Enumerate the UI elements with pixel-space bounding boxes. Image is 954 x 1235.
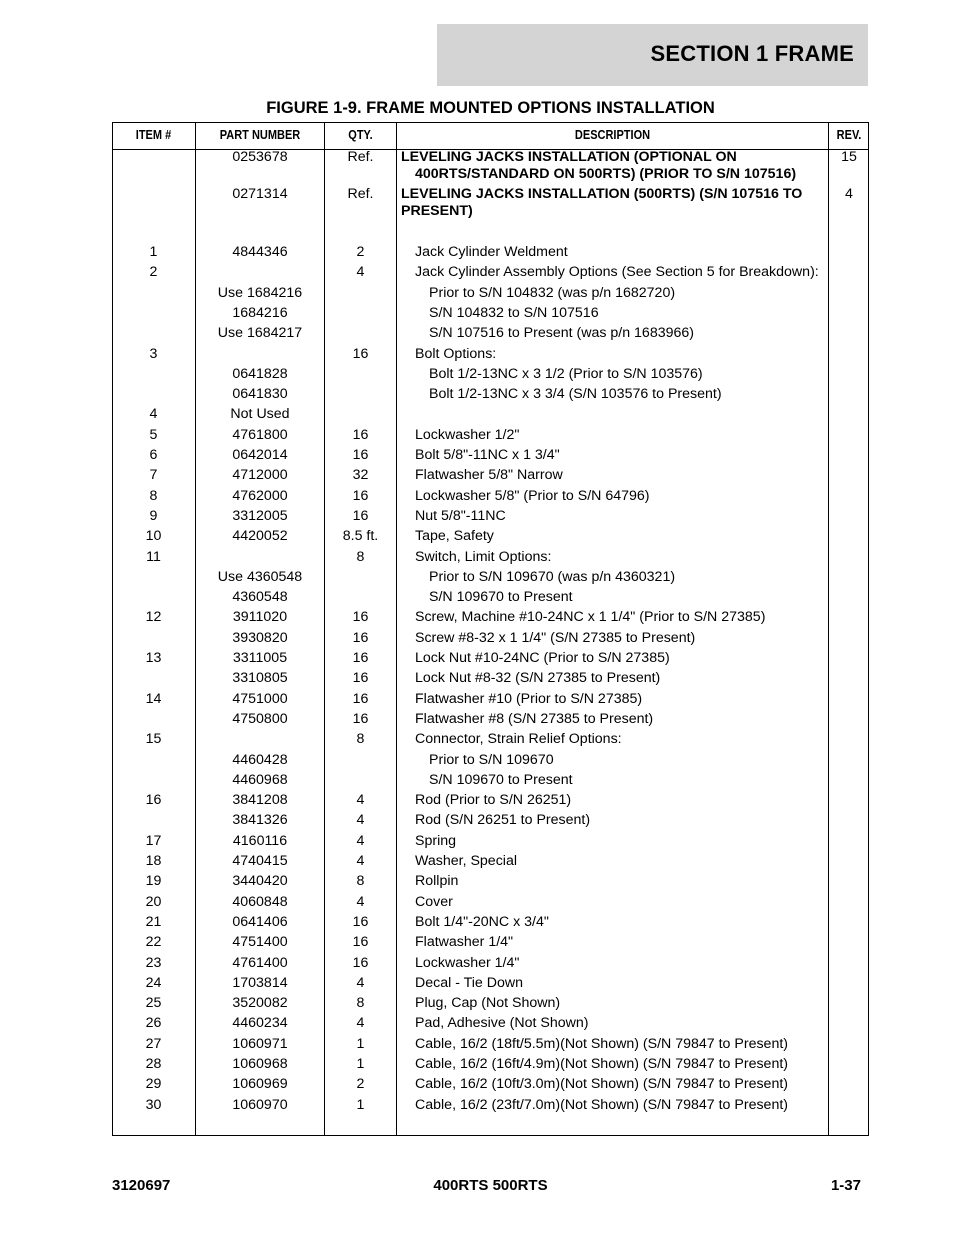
part-number: 4060848 xyxy=(232,894,288,910)
part-number: 3930820 xyxy=(232,630,288,646)
item-number: 12 xyxy=(145,609,162,625)
part-number: 4844346 xyxy=(232,244,288,260)
part-number: Use 1684216 xyxy=(217,285,303,301)
description: Connector, Strain Relief Options: xyxy=(415,731,622,747)
part-number: 0641406 xyxy=(232,914,288,930)
part-number: 4751000 xyxy=(232,691,288,707)
column-header-qty: QTY. xyxy=(348,128,373,142)
description: Lockwasher 5/8" (Prior to S/N 64796) xyxy=(415,488,650,504)
footer-model: 400RTS 500RTS xyxy=(433,1177,548,1194)
part-number: 3311005 xyxy=(232,650,288,666)
quantity: 4 xyxy=(356,812,365,828)
item-number: 1 xyxy=(149,244,158,260)
quantity: 8 xyxy=(356,731,365,747)
quantity: 16 xyxy=(352,691,369,707)
item-number: 18 xyxy=(145,853,162,869)
description: Flatwasher 1/4" xyxy=(415,934,514,950)
part-number: Use 1684217 xyxy=(217,325,303,341)
column-divider xyxy=(828,122,829,1136)
quantity: 8 xyxy=(356,995,365,1011)
item-number: 8 xyxy=(149,488,158,504)
item-number: 30 xyxy=(145,1097,162,1113)
item-number: 29 xyxy=(145,1076,162,1092)
revision: 4 xyxy=(845,186,853,202)
description: Prior to S/N 104832 (was p/n 1682720) xyxy=(429,285,676,301)
item-number: 5 xyxy=(149,427,158,443)
quantity: 4 xyxy=(356,264,365,280)
description: Lockwasher 1/2" xyxy=(415,427,520,443)
part-number: 3841326 xyxy=(232,812,288,828)
part-number: 4761400 xyxy=(232,955,288,971)
description-line: PRESENT) xyxy=(401,203,473,219)
item-number: 25 xyxy=(145,995,162,1011)
part-number: Use 4360548 xyxy=(217,569,303,585)
description: Decal - Tie Down xyxy=(415,975,524,991)
footer-page-number: 1-37 xyxy=(830,1177,861,1194)
part-number: 4460968 xyxy=(232,772,288,788)
description: Washer, Special xyxy=(415,853,517,869)
description: Bolt 1/2-13NC x 3 1/2 (Prior to S/N 103576) xyxy=(429,366,703,382)
description: S/N 109670 to Present xyxy=(429,589,573,605)
part-number: 3911020 xyxy=(232,609,288,625)
part-number: 4761800 xyxy=(232,427,288,443)
part-number: 3520082 xyxy=(232,995,288,1011)
description: Nut 5/8"-11NC xyxy=(415,508,506,524)
reference-description xyxy=(401,186,821,220)
description: Spring xyxy=(415,833,457,849)
part-number: 4360548 xyxy=(232,589,288,605)
description: Lockwasher 1/4" xyxy=(415,955,520,971)
part-number: 0253678 xyxy=(232,149,288,165)
description: S/N 109670 to Present xyxy=(429,772,573,788)
column-header-item: ITEM # xyxy=(135,128,172,142)
item-number: 4 xyxy=(149,406,158,422)
item-number: 7 xyxy=(149,467,158,483)
description: Bolt 5/8"-11NC x 1 3/4" xyxy=(415,447,560,463)
quantity: Ref. xyxy=(347,149,374,165)
part-number: 4751400 xyxy=(232,934,288,950)
item-number: 11 xyxy=(146,549,161,565)
quantity: 16 xyxy=(352,914,369,930)
quantity: Ref. xyxy=(347,186,374,202)
quantity: 16 xyxy=(352,650,369,666)
description: Jack Cylinder Weldment xyxy=(415,244,568,260)
description-line: LEVELING JACKS INSTALLATION (OPTIONAL ON xyxy=(401,149,737,165)
item-number: 14 xyxy=(145,691,162,707)
item-number: 17 xyxy=(145,833,162,849)
description: Cable, 16/2 (23ft/7.0m)(Not Shown) (S/N 79847 to Present) xyxy=(415,1097,788,1113)
part-number: 0641830 xyxy=(232,386,288,402)
quantity: 2 xyxy=(356,244,365,260)
part-number: 3440420 xyxy=(232,873,288,889)
part-number: 4740415 xyxy=(232,853,288,869)
description: Bolt 1/4"-20NC x 3/4" xyxy=(415,914,549,930)
description: Flatwasher #8 (S/N 27385 to Present) xyxy=(415,711,654,727)
column-divider xyxy=(396,122,397,1136)
item-number: 10 xyxy=(145,528,162,544)
item-number: 19 xyxy=(145,873,162,889)
quantity: 4 xyxy=(356,1015,365,1031)
quantity: 8 xyxy=(356,549,365,565)
figure-title: FIGURE 1-9. FRAME MOUNTED OPTIONS INSTALLATION xyxy=(266,99,715,117)
quantity: 1 xyxy=(356,1097,365,1113)
quantity: 16 xyxy=(352,630,369,646)
description: S/N 104832 to S/N 107516 xyxy=(429,305,599,321)
description: Cover xyxy=(415,894,453,910)
item-number: 23 xyxy=(145,955,162,971)
quantity: 16 xyxy=(352,609,369,625)
description: Prior to S/N 109670 (was p/n 4360321) xyxy=(429,569,676,585)
part-number: 4460428 xyxy=(232,752,288,768)
quantity: 4 xyxy=(356,894,365,910)
description: Rod (S/N 26251 to Present) xyxy=(415,812,591,828)
description-line: 400RTS/STANDARD ON 500RTS) (PRIOR TO S/N 107516) xyxy=(415,166,797,182)
description: Tape, Safety xyxy=(415,528,494,544)
description: Lock Nut #8-32 (S/N 27385 to Present) xyxy=(415,670,661,686)
quantity: 8 xyxy=(356,873,365,889)
item-number: 20 xyxy=(145,894,162,910)
description: Screw, Machine #10-24NC x 1 1/4" (Prior to S/N 27385) xyxy=(415,609,766,625)
quantity: 8.5 ft. xyxy=(342,528,379,544)
quantity: 4 xyxy=(356,975,365,991)
description: Cable, 16/2 (10ft/3.0m)(Not Shown) (S/N 79847 to Present) xyxy=(415,1076,788,1092)
item-number: 2 xyxy=(149,264,158,280)
part-number: 4460234 xyxy=(232,1015,288,1031)
quantity: 16 xyxy=(352,427,369,443)
quantity: 16 xyxy=(352,670,369,686)
column-header-part-number: PART NUMBER xyxy=(219,128,301,142)
part-number: 4160116 xyxy=(232,833,288,849)
revision: 15 xyxy=(841,149,857,165)
item-number: 3 xyxy=(149,346,158,362)
description: Pad, Adhesive (Not Shown) xyxy=(415,1015,589,1031)
description: S/N 107516 to Present (was p/n 1683966) xyxy=(429,325,695,341)
item-number: 16 xyxy=(145,792,162,808)
part-number: 1060971 xyxy=(232,1036,288,1052)
item-number: 24 xyxy=(145,975,162,991)
quantity: 16 xyxy=(352,934,369,950)
description: Rod (Prior to S/N 26251) xyxy=(415,792,572,808)
part-number: 0271314 xyxy=(232,186,288,202)
quantity: 32 xyxy=(352,467,369,483)
quantity: 16 xyxy=(352,346,369,362)
quantity: 4 xyxy=(356,833,365,849)
description: Flatwasher #10 (Prior to S/N 27385) xyxy=(415,691,643,707)
part-number: 4750800 xyxy=(232,711,288,727)
description: Jack Cylinder Assembly Options (See Section 5 for Breakdown): xyxy=(415,264,819,280)
description: Bolt Options: xyxy=(415,346,497,362)
part-number: 4420052 xyxy=(232,528,288,544)
quantity: 16 xyxy=(352,488,369,504)
part-number: 3310805 xyxy=(232,670,288,686)
item-number: 6 xyxy=(149,447,158,463)
item-number: 13 xyxy=(145,650,162,666)
description: Cable, 16/2 (16ft/4.9m)(Not Shown) (S/N 79847 to Present) xyxy=(415,1056,788,1072)
description: Lock Nut #10-24NC (Prior to S/N 27385) xyxy=(415,650,670,666)
quantity: 16 xyxy=(352,955,369,971)
quantity: 4 xyxy=(356,853,365,869)
column-header-description: DESCRIPTION xyxy=(574,128,651,142)
quantity: 1 xyxy=(356,1036,365,1052)
quantity: 16 xyxy=(352,447,369,463)
quantity: 1 xyxy=(356,1056,365,1072)
description: Plug, Cap (Not Shown) xyxy=(415,995,561,1011)
part-number: 1684216 xyxy=(232,305,288,321)
part-number: 4712000 xyxy=(232,467,288,483)
quantity: 4 xyxy=(356,792,365,808)
item-number: 22 xyxy=(145,934,162,950)
item-number: 21 xyxy=(145,914,162,930)
footer-doc-number: 3120697 xyxy=(112,1177,171,1194)
description: Screw #8-32 x 1 1/4" (S/N 27385 to Present) xyxy=(415,630,696,646)
section-title: SECTION 1 FRAME xyxy=(650,41,854,66)
description: Bolt 1/2-13NC x 3 3/4 (S/N 103576 to Present) xyxy=(429,386,722,402)
item-number: 27 xyxy=(145,1036,162,1052)
part-number: 1703814 xyxy=(232,975,288,991)
quantity: 16 xyxy=(352,508,369,524)
part-number: 1060969 xyxy=(232,1076,288,1092)
quantity: 2 xyxy=(356,1076,365,1092)
part-number: 1060968 xyxy=(232,1056,288,1072)
column-header-rev: REV. xyxy=(836,128,862,142)
description-line: LEVELING JACKS INSTALLATION (500RTS) (S/N 107516 TO xyxy=(401,186,803,202)
item-number: 28 xyxy=(145,1056,162,1072)
part-number: 0642014 xyxy=(232,447,288,463)
part-number: 1060970 xyxy=(232,1097,288,1113)
part-number: Not Used xyxy=(230,406,290,422)
description: Cable, 16/2 (18ft/5.5m)(Not Shown) (S/N 79847 to Present) xyxy=(415,1036,788,1052)
description: Flatwasher 5/8" Narrow xyxy=(415,467,563,483)
part-number: 3841208 xyxy=(232,792,288,808)
part-number: 0641828 xyxy=(232,366,288,382)
part-number: 4762000 xyxy=(232,488,288,504)
item-number: 15 xyxy=(145,731,162,747)
quantity: 16 xyxy=(352,711,369,727)
item-number: 26 xyxy=(145,1015,162,1031)
part-number: 3312005 xyxy=(232,508,288,524)
item-number: 9 xyxy=(149,508,158,524)
reference-description xyxy=(401,149,821,183)
description: Rollpin xyxy=(415,873,459,889)
description: Prior to S/N 109670 xyxy=(429,752,554,768)
description: Switch, Limit Options: xyxy=(415,549,552,565)
section-header xyxy=(437,24,868,86)
